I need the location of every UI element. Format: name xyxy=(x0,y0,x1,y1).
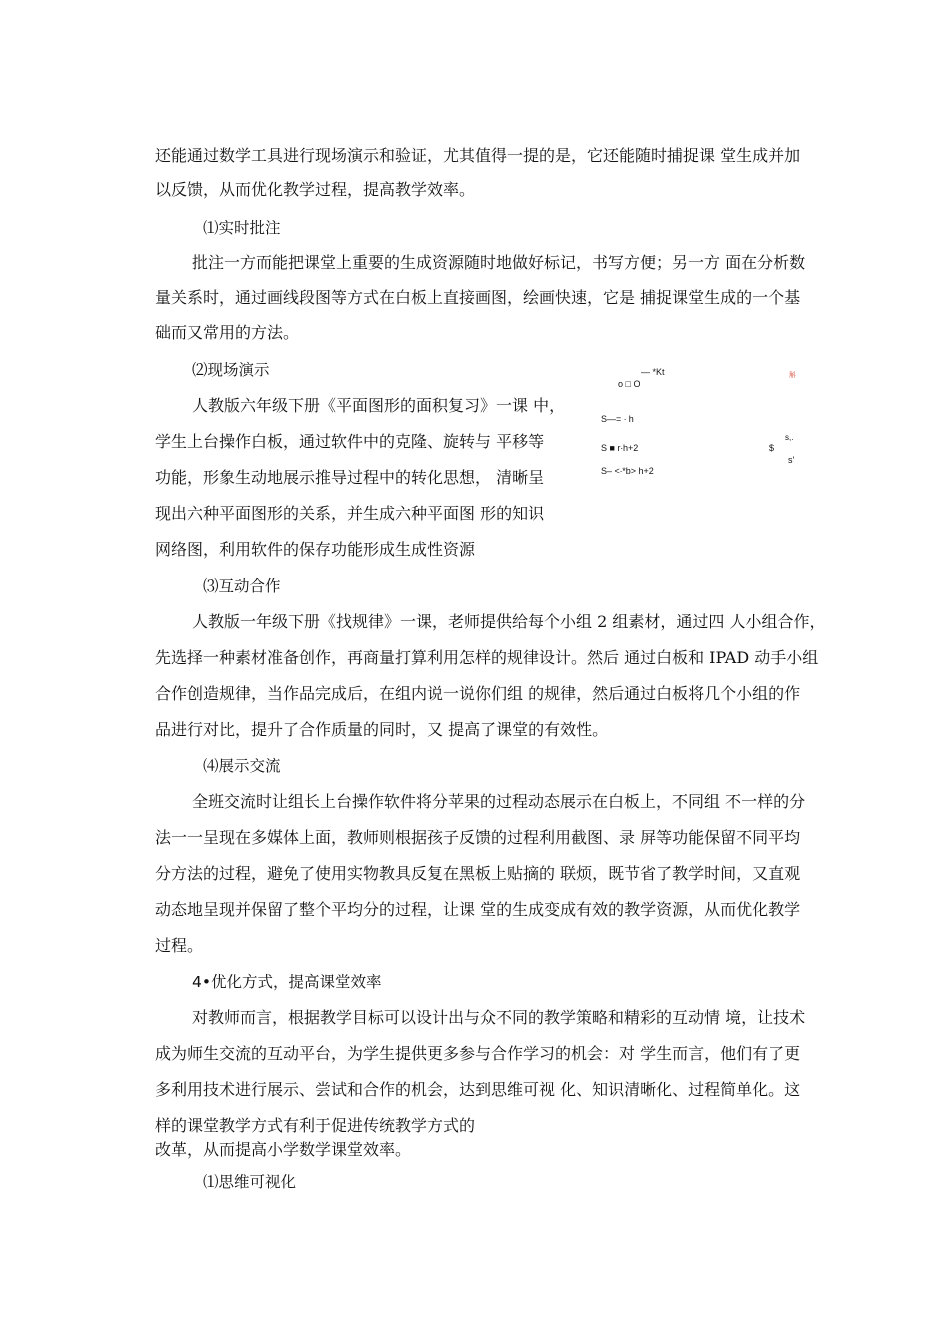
figure-symbol-s2: s' xyxy=(788,455,795,465)
intro-line-2: 以反馈，从而优化教学过程，提高教学效率。 xyxy=(155,180,476,199)
s3-line-4: 品进行对比，提升了合作质量的同时，又 提高了课堂的有效性。 xyxy=(155,720,609,739)
s3-line-3: 合作创造规律，当作品完成后，在组内说一说你们组 的规律，然后通过白板将几个小组的作 xyxy=(155,684,801,703)
figure-symbol-s1: s,. xyxy=(785,433,794,442)
s5-line-5: 改革，从而提高小学数学课堂效率。 xyxy=(155,1140,412,1159)
figure-symbol-dollar: $ xyxy=(769,443,775,453)
s3-line-2: 先选择一种素材准备创作，再商量打算利用怎样的规律设计。然后 通过白板和 IPAD 动手小组 xyxy=(155,648,819,667)
s1-line-3: 础而又常用的方法。 xyxy=(155,323,300,342)
section-heading-optimize-methods: 4•优化方式，提高课堂效率 xyxy=(192,973,382,991)
figure-formula-3: S– <∙*b> h+2 xyxy=(601,466,654,476)
figure-text-shapes: o □ O xyxy=(618,379,641,389)
s5-line-4: 样的课堂教学方式有利于促进传统教学方式的 xyxy=(155,1116,476,1135)
s4-line-2: 法一一呈现在多媒体上面，教师则根据孩子反馈的过程利用截图、录 屏等功能保留不同平均 xyxy=(155,828,801,847)
figure-formula-2: S ■ r∙h+2 xyxy=(601,443,639,453)
s2-line-3: 功能，形象生动地展示推导过程中的转化思想， 清晰呈 xyxy=(155,468,545,487)
section-heading-interactive-cooperation: ⑶互动合作 xyxy=(203,577,281,595)
intro-line-1: 还能通过数学工具进行现场演示和验证，尤其值得一提的是，它还能随时捕捉课 堂生成并加 xyxy=(155,146,801,165)
figure-formula-1: S—= ∙ h xyxy=(601,414,634,424)
s4-line-3: 分方法的过程，避免了使用实物教具反复在黑板上贴摘的 联烦，既节省了教学时间，又直观 xyxy=(155,864,801,883)
s5-line-3: 多利用技术进行展示、尝试和合作的机会，达到思维可视 化、知识清晰化、过程简单化。这 xyxy=(155,1080,801,1099)
s2-line-5: 网络图，利用软件的保存功能形成生成性资源 xyxy=(155,540,476,559)
section-heading-thinking-visualization: ⑴思维可视化 xyxy=(203,1173,297,1191)
s4-line-1: 全班交流时让组长上台操作软件将分苹果的过程动态展示在白板上，不同组 不一样的分 xyxy=(192,792,806,811)
s4-line-5: 过程。 xyxy=(155,936,204,955)
s1-line-1: 批注一方而能把课堂上重要的生成资源随时地做好标记，书写方便；另一方 面在分析数 xyxy=(192,253,806,272)
s2-line-4: 现出六种平面图形的关系，并生成六种平面图 形的知识 xyxy=(155,504,545,523)
s2-line-2: 学生上台操作白板，通过软件中的克隆、旋转与 平移等 xyxy=(155,432,545,451)
s5-line-1: 对教师而言，根据教学目标可以设计出与众不同的教学策略和精彩的互动情 境，让技术 xyxy=(192,1008,806,1027)
figure-text-kt: — *Kt xyxy=(641,367,665,377)
s1-line-2: 量关系时，通过画线段图等方式在白板上直接画图，绘画快速，它是 捕捉课堂生成的一个基 xyxy=(155,288,801,307)
s2-line-1: 人教版六年级下册《平面图形的面积复习》一课 中， xyxy=(192,396,566,415)
section-heading-live-demo: ⑵现场演示 xyxy=(192,361,270,379)
s3-line-1: 人教版一年级下册《找规律》一课，老师提供给每个小组 2 组素材，通过四 人小组合作， xyxy=(192,612,826,631)
s4-line-4: 动态地呈现并保留了整个平均分的过程，让课 堂的生成变成有效的教学资源，从而优化教学 xyxy=(155,900,801,919)
section-heading-realtime-annotation: ⑴实时批注 xyxy=(203,219,281,237)
section-heading-display-exchange: ⑷展示交流 xyxy=(203,757,281,775)
s5-line-2: 成为师生交流的互动平台，为学生提供更多参与合作学习的机会：对 学生而言，他们有了更 xyxy=(155,1044,801,1063)
figure-red-mark: 斛 xyxy=(789,372,796,379)
